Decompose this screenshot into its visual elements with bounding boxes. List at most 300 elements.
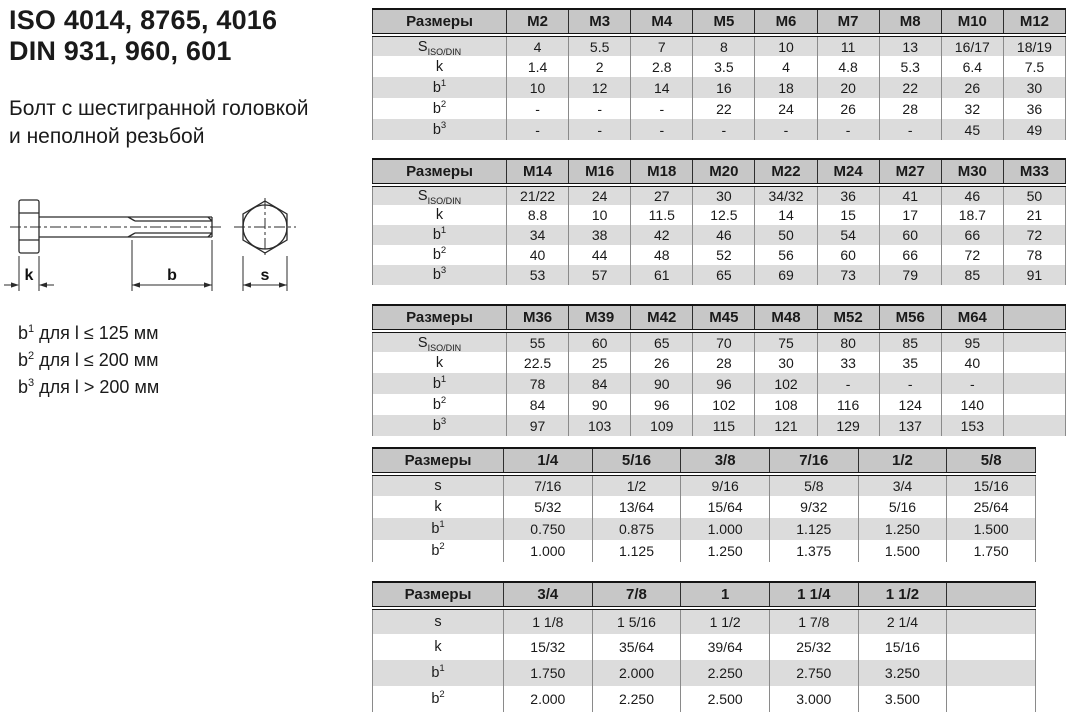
table-cell: 1.750	[504, 660, 593, 686]
dimension-table	[372, 158, 1066, 285]
table-cell: 1.500	[947, 518, 1036, 540]
table-cell: 90	[631, 373, 693, 394]
table-cell: 44	[569, 245, 631, 265]
tables-column	[372, 0, 1067, 712]
row-label: $b^3$	[373, 415, 507, 436]
table-metric-m2-m12	[372, 8, 1067, 140]
table-cell: 9/16	[681, 474, 770, 496]
column-header: 1	[681, 582, 770, 608]
table-cell: 1.4	[507, 56, 569, 77]
table-cell: 18/19	[1003, 35, 1065, 56]
dimension-table	[372, 8, 1066, 140]
table-cell: 1.250	[858, 518, 947, 540]
column-header: M3	[569, 9, 631, 35]
table-cell: 2.750	[769, 660, 858, 686]
table-cell: 2.250	[592, 686, 681, 712]
table-cell: 124	[879, 394, 941, 415]
table-cell: 4	[507, 35, 569, 56]
column-header: Размеры	[373, 159, 507, 185]
table-cell: 5/8	[769, 474, 858, 496]
table-cell: -	[693, 119, 755, 140]
table-cell: 15/64	[681, 496, 770, 518]
row-label: $S_{ISO/DIN}$	[373, 35, 507, 56]
table-cell: 34	[507, 225, 569, 245]
table-cell: 24	[755, 98, 817, 119]
table-cell	[947, 634, 1036, 660]
table-row	[373, 415, 1066, 436]
table-cell: 18	[755, 77, 817, 98]
table-cell: 18.7	[941, 205, 1003, 225]
column-header: 7/16	[769, 448, 858, 474]
table-cell: 15/16	[947, 474, 1036, 496]
table-cell: 78	[1003, 245, 1065, 265]
table-cell: 54	[817, 225, 879, 245]
table-row	[373, 660, 1036, 686]
table-cell: -	[569, 119, 631, 140]
table-cell: 60	[817, 245, 879, 265]
table-cell: -	[755, 119, 817, 140]
table-cell: 14	[631, 77, 693, 98]
column-header: M52	[817, 305, 879, 331]
table-cell: 53	[507, 265, 569, 285]
table-cell: 15/32	[504, 634, 593, 660]
column-header: M56	[879, 305, 941, 331]
row-label: $b^1$	[373, 225, 507, 245]
column-header: M7	[817, 9, 879, 35]
table-cell: 38	[569, 225, 631, 245]
column-header: M48	[755, 305, 817, 331]
table-cell: 2.500	[681, 686, 770, 712]
table-cell: 30	[693, 185, 755, 205]
table-cell: 2.000	[592, 660, 681, 686]
table-cell: 78	[507, 373, 569, 394]
column-header: 1/2	[858, 448, 947, 474]
table-cell: 20	[817, 77, 879, 98]
column-header: M33	[1003, 159, 1065, 185]
table-cell: -	[507, 98, 569, 119]
column-header: 5/16	[592, 448, 681, 474]
table-cell: 1 1/2	[681, 608, 770, 634]
table-cell: 8.8	[507, 205, 569, 225]
page-subtitle	[9, 95, 308, 152]
row-label: $b^1$	[373, 660, 504, 686]
table-cell: 26	[631, 352, 693, 373]
table-cell: 0.875	[592, 518, 681, 540]
note-line: $b^3$ для l > 200 мм	[18, 377, 160, 397]
column-header: 3/8	[681, 448, 770, 474]
table-cell: 7.5	[1003, 56, 1065, 77]
table-cell: 96	[693, 373, 755, 394]
table-cell: 28	[879, 98, 941, 119]
table-cell: 66	[941, 225, 1003, 245]
table-cell: 13	[879, 35, 941, 56]
column-header: 1/4	[504, 448, 593, 474]
table-cell: 1.500	[858, 540, 947, 562]
dimension-table	[372, 447, 1036, 562]
table-cell: -	[631, 119, 693, 140]
length-notes	[18, 320, 159, 401]
table-row	[373, 608, 1036, 634]
table-row	[373, 518, 1036, 540]
column-header: Размеры	[373, 305, 507, 331]
table-cell: 2 1/4	[858, 608, 947, 634]
row-label: $b^2$	[373, 394, 507, 415]
table-cell: 57	[569, 265, 631, 285]
table-cell: 1.250	[681, 540, 770, 562]
table-cell: 72	[1003, 225, 1065, 245]
table-cell: 28	[693, 352, 755, 373]
table-cell: 42	[631, 225, 693, 245]
column-header: M16	[569, 159, 631, 185]
column-header: Размеры	[373, 9, 507, 35]
row-label: k	[373, 634, 504, 660]
table-row	[373, 245, 1066, 265]
table-row	[373, 352, 1066, 373]
table-cell: 30	[1003, 77, 1065, 98]
bolt-front-view	[234, 198, 296, 256]
table-cell: 1.000	[504, 540, 593, 562]
table-cell: 35/64	[592, 634, 681, 660]
table-cell: 0.750	[504, 518, 593, 540]
table-row	[373, 185, 1066, 205]
column-header: M4	[631, 9, 693, 35]
column-header: M2	[507, 9, 569, 35]
table-cell: 24	[569, 185, 631, 205]
subtitle-line-1: Болт с шестигранной головкой	[9, 97, 309, 120]
table-cell: 11	[817, 35, 879, 56]
table-row	[373, 35, 1066, 56]
table-cell: 84	[569, 373, 631, 394]
table-row	[373, 119, 1066, 140]
table-cell: 60	[569, 331, 631, 352]
dimension-s-label: s	[260, 267, 270, 284]
table-cell: 36	[1003, 98, 1065, 119]
dimension-b-label: b	[167, 267, 177, 284]
table-metric-m36-m64	[372, 304, 1067, 436]
column-header: M64	[941, 305, 1003, 331]
table-cell: 22	[879, 77, 941, 98]
table-cell: 66	[879, 245, 941, 265]
bolt-side-view	[10, 200, 224, 253]
row-label: $b^3$	[373, 119, 507, 140]
table-cell: 55	[507, 331, 569, 352]
column-header: M39	[569, 305, 631, 331]
table-cell: 8	[693, 35, 755, 56]
table-row	[373, 634, 1036, 660]
table-cell: 26	[941, 77, 1003, 98]
table-cell: 10	[569, 205, 631, 225]
table-cell: 56	[755, 245, 817, 265]
column-header: M36	[507, 305, 569, 331]
column-header: 5/8	[947, 448, 1036, 474]
table-cell: 46	[941, 185, 1003, 205]
column-header: M20	[693, 159, 755, 185]
column-header: M30	[941, 159, 1003, 185]
table-cell: 1 5/16	[592, 608, 681, 634]
table-cell: 140	[941, 394, 1003, 415]
table-cell: 3.5	[693, 56, 755, 77]
table-cell: -	[879, 373, 941, 394]
table-cell: 5/32	[504, 496, 593, 518]
dimension-table	[372, 304, 1066, 436]
column-header: 1 1/2	[858, 582, 947, 608]
table-cell: 75	[755, 331, 817, 352]
row-label: k	[373, 352, 507, 373]
table-cell: 12	[569, 77, 631, 98]
table-row	[373, 686, 1036, 712]
dimension-k-label: k	[24, 267, 34, 284]
table-cell: 90	[569, 394, 631, 415]
table-cell: 9/32	[769, 496, 858, 518]
table-cell: 129	[817, 415, 879, 436]
table-cell	[1003, 415, 1065, 436]
table-row	[373, 474, 1036, 496]
table-cell: 12.5	[693, 205, 755, 225]
table-cell: 103	[569, 415, 631, 436]
table-cell: 109	[631, 415, 693, 436]
table-cell: 97	[507, 415, 569, 436]
row-label: k	[373, 56, 507, 77]
column-header: M18	[631, 159, 693, 185]
table-cell: 30	[755, 352, 817, 373]
table-cell: 25/64	[947, 496, 1036, 518]
table-cell: -	[631, 98, 693, 119]
row-label: $b^2$	[373, 540, 504, 562]
table-row	[373, 265, 1066, 285]
table-cell: 26	[817, 98, 879, 119]
table-cell: 50	[755, 225, 817, 245]
table-cell: 49	[1003, 119, 1065, 140]
table-cell: 1 1/8	[504, 608, 593, 634]
table-row	[373, 394, 1066, 415]
row-label: s	[373, 608, 504, 634]
table-cell: 41	[879, 185, 941, 205]
table-cell: 85	[941, 265, 1003, 285]
row-label: $b^2$	[373, 98, 507, 119]
table-cell	[1003, 331, 1065, 352]
table-cell: 10	[755, 35, 817, 56]
row-label: $b^1$	[373, 518, 504, 540]
table-cell: 7/16	[504, 474, 593, 496]
table-cell: 102	[755, 373, 817, 394]
table-cell: 7	[631, 35, 693, 56]
table-cell: 5.3	[879, 56, 941, 77]
column-header: 7/8	[592, 582, 681, 608]
table-row	[373, 496, 1036, 518]
table-cell: 1.125	[769, 518, 858, 540]
table-cell: 80	[817, 331, 879, 352]
table-cell: 3.250	[858, 660, 947, 686]
table-cell: 21/22	[507, 185, 569, 205]
column-header: M42	[631, 305, 693, 331]
table-cell: 153	[941, 415, 1003, 436]
table-row	[373, 205, 1066, 225]
table-cell: 16	[693, 77, 755, 98]
table-cell: 22.5	[507, 352, 569, 373]
column-header: M27	[879, 159, 941, 185]
table-cell: 3/4	[858, 474, 947, 496]
table-cell: 60	[879, 225, 941, 245]
column-header: 1 1/4	[769, 582, 858, 608]
table-cell: 1/2	[592, 474, 681, 496]
table-cell: 25	[569, 352, 631, 373]
table-cell: 5/16	[858, 496, 947, 518]
table-row	[373, 225, 1066, 245]
table-row	[373, 373, 1066, 394]
table-row	[373, 98, 1066, 119]
column-header: M8	[879, 9, 941, 35]
table-cell: 52	[693, 245, 755, 265]
table-cell: 69	[755, 265, 817, 285]
row-label: $b^3$	[373, 265, 507, 285]
table-cell	[947, 686, 1036, 712]
row-label: s	[373, 474, 504, 496]
table-cell	[947, 660, 1036, 686]
table-cell: 96	[631, 394, 693, 415]
table-cell: 10	[507, 77, 569, 98]
table-cell: 27	[631, 185, 693, 205]
table-cell: 2.8	[631, 56, 693, 77]
table-cell: 85	[879, 331, 941, 352]
table-cell: 13/64	[592, 496, 681, 518]
table-cell	[1003, 352, 1065, 373]
table-cell: 108	[755, 394, 817, 415]
table-cell: 79	[879, 265, 941, 285]
title-line-din: DIN 931, 960, 601	[9, 35, 232, 66]
table-cell: 1 7/8	[769, 608, 858, 634]
table-cell: -	[817, 373, 879, 394]
column-header: 3/4	[504, 582, 593, 608]
table-cell: -	[941, 373, 1003, 394]
table-cell: 95	[941, 331, 1003, 352]
table-cell: 61	[631, 265, 693, 285]
row-label: k	[373, 496, 504, 518]
table-cell: 25/32	[769, 634, 858, 660]
column-header: M22	[755, 159, 817, 185]
column-header: M45	[693, 305, 755, 331]
table-cell: 32	[941, 98, 1003, 119]
table-cell: 73	[817, 265, 879, 285]
bolt-technical-drawing	[2, 190, 332, 330]
table-cell: 1.375	[769, 540, 858, 562]
table-cell: 115	[693, 415, 755, 436]
table-cell: 34/32	[755, 185, 817, 205]
table-cell: 50	[1003, 185, 1065, 205]
table-row	[373, 540, 1036, 562]
subtitle-line-2: и неполной резьбой	[9, 125, 205, 149]
table-row	[373, 77, 1066, 98]
table-imperial-1-4-to-5-8	[372, 447, 1067, 562]
table-cell: 91	[1003, 265, 1065, 285]
table-cell: 4.8	[817, 56, 879, 77]
table-cell: 3.500	[858, 686, 947, 712]
row-label: $b^1$	[373, 373, 507, 394]
table-cell: 33	[817, 352, 879, 373]
table-cell: 2.000	[504, 686, 593, 712]
table-cell: 40	[941, 352, 1003, 373]
table-cell: 17	[879, 205, 941, 225]
table-cell: 2	[569, 56, 631, 77]
table-cell: 22	[693, 98, 755, 119]
row-label: $S_{ISO/DIN}$	[373, 185, 507, 205]
table-cell: 1.750	[947, 540, 1036, 562]
table-cell	[1003, 373, 1065, 394]
table-cell: 46	[693, 225, 755, 245]
table-cell: 35	[879, 352, 941, 373]
page-title	[9, 5, 277, 67]
table-cell: 65	[631, 331, 693, 352]
column-header: Размеры	[373, 448, 504, 474]
table-cell: 16/17	[941, 35, 1003, 56]
table-cell: 15	[817, 205, 879, 225]
column-header: Размеры	[373, 582, 504, 608]
table-cell: 102	[693, 394, 755, 415]
table-cell: -	[507, 119, 569, 140]
table-cell: 36	[817, 185, 879, 205]
table-cell: 1.125	[592, 540, 681, 562]
table-cell: 5.5	[569, 35, 631, 56]
table-cell: 1.000	[681, 518, 770, 540]
table-cell: 48	[631, 245, 693, 265]
row-label: $b^2$	[373, 686, 504, 712]
table-cell: 84	[507, 394, 569, 415]
row-label: $S_{ISO/DIN}$	[373, 331, 507, 352]
row-label: $b^1$	[373, 77, 507, 98]
table-cell	[947, 608, 1036, 634]
table-cell: 2.250	[681, 660, 770, 686]
table-cell: 11.5	[631, 205, 693, 225]
table-cell: 65	[693, 265, 755, 285]
column-header: M10	[941, 9, 1003, 35]
table-cell: 15/16	[858, 634, 947, 660]
table-imperial-3-4-to-1-1-2	[372, 581, 1067, 712]
dimension-table	[372, 581, 1036, 712]
table-cell: 40	[507, 245, 569, 265]
table-cell: 116	[817, 394, 879, 415]
table-cell: 137	[879, 415, 941, 436]
table-cell: -	[569, 98, 631, 119]
table-metric-m14-m33	[372, 158, 1067, 285]
column-header: M14	[507, 159, 569, 185]
table-cell: 14	[755, 205, 817, 225]
table-cell	[1003, 394, 1065, 415]
row-label: $b^2$	[373, 245, 507, 265]
table-cell: 121	[755, 415, 817, 436]
title-line-iso: ISO 4014, 8765, 4016	[9, 5, 278, 35]
table-cell: 6.4	[941, 56, 1003, 77]
column-header: M5	[693, 9, 755, 35]
column-header	[1003, 305, 1065, 331]
table-cell: 45	[941, 119, 1003, 140]
table-cell: 70	[693, 331, 755, 352]
table-cell: 72	[941, 245, 1003, 265]
column-header: M6	[755, 9, 817, 35]
note-line: $b^2$ для l ≤ 200 мм	[18, 350, 159, 370]
table-row	[373, 331, 1066, 352]
table-row	[373, 56, 1066, 77]
table-cell: -	[879, 119, 941, 140]
column-header: M24	[817, 159, 879, 185]
column-header: M12	[1003, 9, 1065, 35]
table-cell: 39/64	[681, 634, 770, 660]
note-line: $b^1$ для l ≤ 125 мм	[18, 323, 159, 343]
row-label: k	[373, 205, 507, 225]
table-cell: 3.000	[769, 686, 858, 712]
table-cell: 4	[755, 56, 817, 77]
table-cell: -	[817, 119, 879, 140]
table-cell: 21	[1003, 205, 1065, 225]
column-header	[947, 582, 1036, 608]
